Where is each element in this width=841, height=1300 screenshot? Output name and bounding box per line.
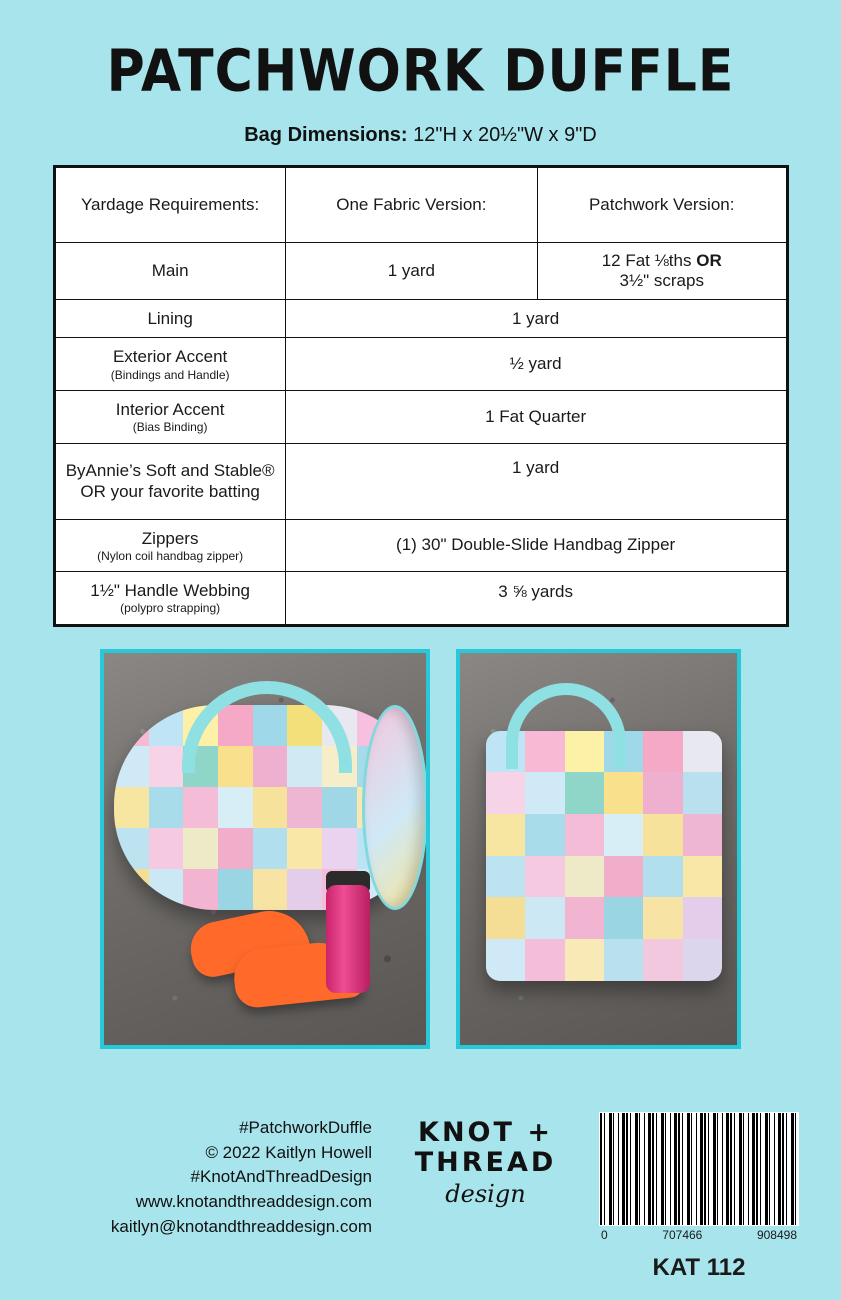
table-row — [55, 300, 786, 338]
table-row — [55, 519, 786, 572]
row-label-exterior-accent-sub: (Bindings and Handle) — [110, 367, 230, 382]
row-label-interior-accent-text: Interior Accent — [115, 399, 225, 419]
table-header-patchwork: Patchwork Version: — [537, 168, 786, 243]
row-label-zippers-text: Zippers — [141, 528, 199, 548]
row-value-exterior-accent: ½ yard — [285, 338, 786, 391]
bag-dimensions-value: 12"H x 20½"W x 9"D — [413, 124, 597, 146]
main-patchwork-line2: 3½" scraps — [619, 271, 704, 290]
row-label-exterior-accent-text: Exterior Accent — [112, 347, 228, 367]
row-label-soft-and-stable: ByAnnie’s Soft and Stable® OR your favorite batting — [55, 443, 285, 519]
contact-block — [42, 1110, 372, 1239]
duffle-end-panel — [362, 705, 426, 910]
photo-duffle-side — [100, 649, 430, 1049]
table-row — [55, 338, 786, 391]
table-row — [55, 572, 786, 625]
water-bottle — [326, 885, 370, 993]
row-value-main-one-fabric: 1 yard — [285, 243, 537, 300]
website-link[interactable]: www.knotandthreaddesign.com — [135, 1191, 372, 1211]
row-label-interior-accent — [55, 390, 285, 443]
photo-gallery — [0, 649, 841, 1049]
brand-logo — [396, 1110, 576, 1208]
row-value-interior-accent: 1 Fat Quarter — [285, 390, 786, 443]
row-label-handle-webbing — [55, 572, 285, 625]
main-patchwork-or: OR — [696, 251, 722, 270]
bag-dimensions-label: Bag Dimensions: — [244, 124, 408, 146]
row-value-main-patchwork — [537, 243, 786, 300]
email-link[interactable]: kaitlyn@knotandthreaddesign.com — [110, 1216, 372, 1236]
sku-code: KAT 112 — [652, 1254, 746, 1281]
barcode-numbers — [599, 1228, 799, 1242]
table-row — [55, 243, 786, 300]
row-label-handle-webbing-sub: (polypro strapping) — [120, 601, 221, 616]
row-label-zippers — [55, 519, 285, 572]
barcode-block — [599, 1110, 799, 1282]
brand-line-knot: KNOT + — [418, 1117, 553, 1148]
row-label-main: Main — [55, 243, 285, 300]
page-title: PATCHWORK DUFFLE — [106, 38, 735, 106]
row-value-lining: 1 yard — [285, 300, 786, 338]
copyright: © 2022 Kaitlyn Howell — [205, 1142, 372, 1162]
row-label-interior-accent-sub: (Bias Binding) — [132, 420, 208, 435]
brand-line-thread: THREAD — [414, 1147, 557, 1179]
row-value-handle-webbing: 3 ⅝ yards — [285, 572, 786, 625]
row-label-handle-webbing-text: 1½" Handle Webbing — [90, 581, 251, 601]
table-row — [55, 390, 786, 443]
barcode-digit-mid: 707466 — [662, 1228, 703, 1242]
table-row — [55, 443, 786, 519]
row-label-zippers-sub: (Nylon coil handbag zipper) — [97, 548, 244, 563]
yardage-table — [53, 165, 789, 627]
barcode-digit-right: 908498 — [756, 1228, 797, 1242]
row-label-lining: Lining — [55, 300, 285, 338]
main-patchwork-line1: 12 Fat ⅛ths — [601, 251, 692, 270]
barcode-icon — [599, 1112, 799, 1226]
hashtag-brand: #KnotAndThreadDesign — [190, 1167, 372, 1187]
row-value-soft-and-stable: 1 yard — [285, 443, 786, 519]
row-label-exterior-accent — [55, 338, 285, 391]
table-header-one-fabric: One Fabric Version: — [285, 168, 537, 243]
table-header-row — [55, 168, 786, 243]
barcode-digit-left: 0 — [601, 1228, 608, 1242]
bag-dimensions — [0, 124, 841, 147]
brand-line-design: design — [445, 1180, 526, 1209]
table-header-yardage: Yardage Requirements: — [55, 168, 285, 243]
photo-duffle-end — [456, 649, 741, 1049]
row-value-zippers: (1) 30" Double-Slide Handbag Zipper — [285, 519, 786, 572]
footer — [0, 1110, 841, 1282]
hashtag-pattern: #PatchworkDuffle — [239, 1118, 372, 1137]
